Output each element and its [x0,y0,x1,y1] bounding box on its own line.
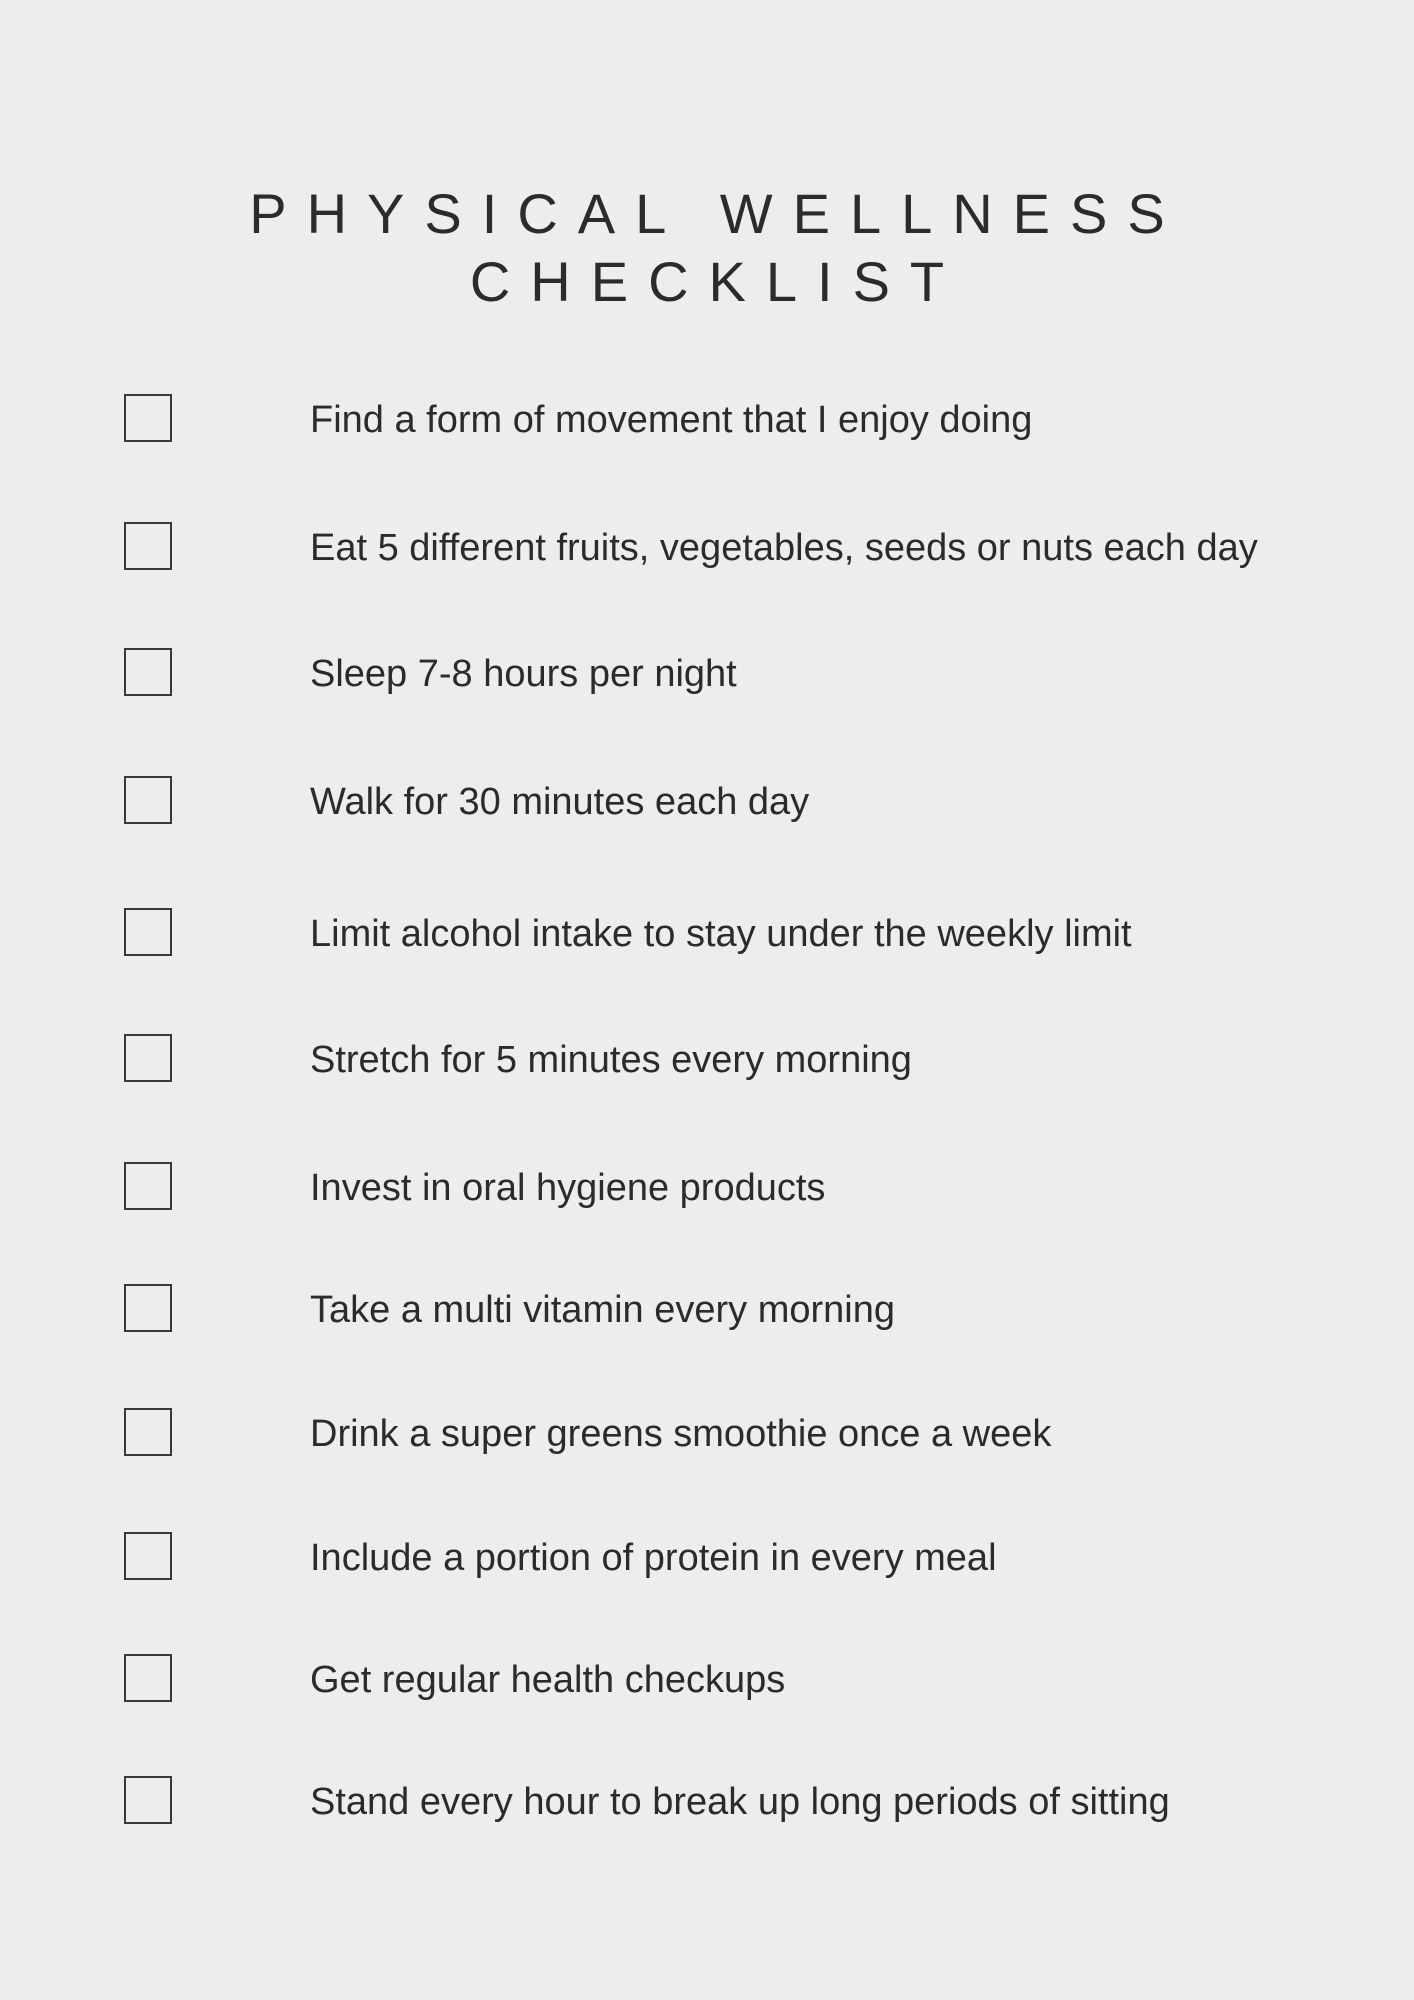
checklist-item-label: Sleep 7-8 hours per night [310,653,737,695]
checklist-item[interactable] [0,1654,1414,1706]
checklist-item-label: Eat 5 different fruits, vegetables, seeds or nuts each day [310,527,1258,569]
checkbox[interactable] [124,1284,172,1332]
title-line-1: PHYSICAL WELLNESS [249,181,1185,245]
checklist-item[interactable] [0,1034,1414,1086]
checklist-item[interactable] [0,1408,1414,1460]
checkbox[interactable] [124,522,172,570]
checkbox[interactable] [124,1162,172,1210]
checklist-item-label: Find a form of movement that I enjoy doing [310,399,1033,441]
checkbox[interactable] [124,1532,172,1580]
checklist-item-label: Stretch for 5 minutes every morning [310,1039,912,1081]
checkbox[interactable] [124,1776,172,1824]
checklist-item[interactable] [0,394,1414,446]
checklist-item[interactable] [0,776,1414,828]
checklist-item-label: Walk for 30 minutes each day [310,781,810,823]
checklist-item[interactable] [0,1162,1414,1214]
checklist-item[interactable] [0,648,1414,700]
checklist-item[interactable] [0,1776,1414,1828]
checklist-item[interactable] [0,522,1414,574]
checkbox[interactable] [124,1034,172,1082]
checklist-item-label: Limit alcohol intake to stay under the weekly limit [310,913,1132,955]
checklist-item-label: Get regular health checkups [310,1659,786,1701]
checklist-item[interactable] [0,1284,1414,1336]
checklist-item-label: Include a portion of protein in every meal [310,1537,997,1579]
checklist-item-label: Drink a super greens smoothie once a week [310,1413,1052,1455]
checkbox[interactable] [124,1654,172,1702]
checklist-item-label: Stand every hour to break up long periods of sitting [310,1781,1170,1823]
checklist-item[interactable] [0,1532,1414,1584]
checklist-item-label: Invest in oral hygiene products [310,1167,826,1209]
checkbox[interactable] [124,776,172,824]
checkbox[interactable] [124,648,172,696]
checkbox[interactable] [124,394,172,442]
checkbox[interactable] [124,1408,172,1456]
checkbox[interactable] [124,908,172,956]
checklist-item-label: Take a multi vitamin every morning [310,1289,895,1331]
checklist-item[interactable] [0,908,1414,960]
title-line-2: CHECKLIST [469,249,965,313]
